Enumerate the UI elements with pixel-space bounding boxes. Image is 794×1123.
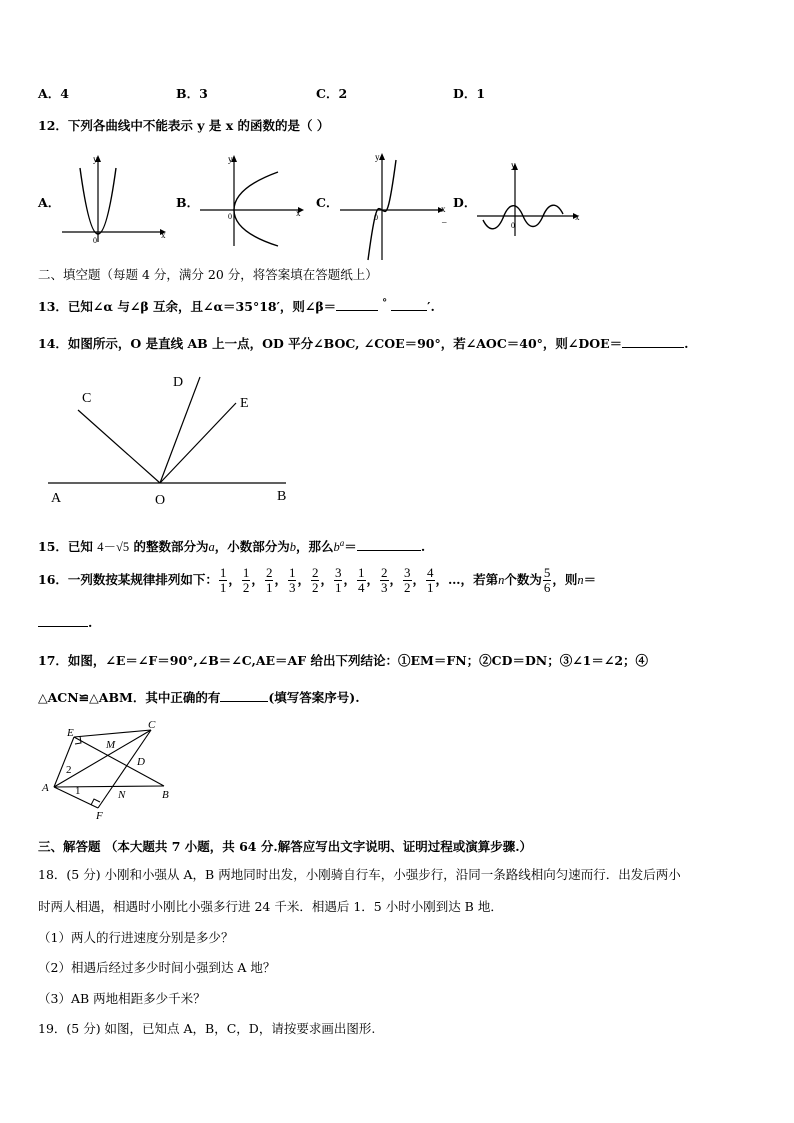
q16-fraction-den: 1: [219, 580, 227, 595]
q13-text2: °: [382, 297, 388, 309]
q17-figure: [38, 718, 188, 822]
q16-sequence: [218, 565, 436, 595]
q12-d-axis-y: y: [511, 160, 516, 170]
q17-line2a: △ACN≌△ABM．其中正确的有: [38, 690, 221, 705]
q16-fraction-num: 3: [334, 565, 342, 580]
q16: [38, 566, 596, 595]
q16-text1: 若第: [473, 572, 499, 587]
q16-fraction-den: 4: [358, 580, 365, 595]
label-m: M: [106, 739, 116, 751]
q14: [38, 334, 689, 352]
q15-a: a: [208, 540, 215, 554]
q16-fraction-num: 2: [265, 565, 273, 580]
label-c: C: [148, 719, 156, 731]
label-d: D: [137, 756, 145, 768]
q14-end: .: [684, 336, 689, 351]
q16-text2: 个数为: [504, 572, 542, 587]
q16-fraction-den: 2: [404, 580, 411, 595]
q16-separator: ，: [228, 572, 241, 587]
q16-separator: ，: [251, 572, 264, 587]
q12-d-axis-x: x: [575, 212, 580, 222]
q16-text3: ，则: [552, 572, 578, 587]
q13-text3: ′.: [427, 299, 435, 314]
q14-text: 14．如图所示，O 是直线 AB 上一点，OD 平分∠BOC, ∠COE＝90°，若∠AOC＝40°，则∠DOE＝: [38, 336, 623, 351]
q16-fraction-num: 2: [381, 565, 388, 580]
q16-fraction-num: 1: [219, 565, 227, 580]
q16-fraction: [426, 566, 435, 595]
q16-fraction-den: 1: [427, 580, 434, 595]
label-f: F: [96, 810, 103, 822]
q16-blank: [38, 614, 88, 627]
q16-fraction-den: 1: [265, 580, 273, 595]
q12-c-dash: –: [442, 217, 447, 227]
q15-text4: ＝: [344, 539, 357, 554]
label-c: C: [82, 391, 92, 406]
q16-text4: ＝: [583, 572, 597, 587]
q12-graph-b: [198, 150, 308, 250]
label-angle-2: 2: [66, 764, 72, 776]
q16-fraction: [357, 566, 366, 595]
q15-text2: ，小数部分为: [214, 539, 290, 554]
q16-fraction-num: 3: [404, 565, 411, 580]
q15-expr: 4－√5: [97, 540, 130, 554]
q12-label-c: C．: [316, 195, 339, 210]
label-angle-1: 1: [75, 785, 81, 797]
q18-sub3: （3）AB 两地相距多少千米？: [38, 991, 206, 1006]
q12-graph-d: [475, 158, 585, 238]
q12-c-origin: 0: [374, 213, 378, 222]
section2-heading: 二、填空题（每题 4 分，满分 20 分，将答案填在答题纸上）: [38, 267, 378, 282]
q16-n: n: [498, 573, 505, 587]
q17-blank: [220, 689, 268, 702]
q16-fraction: [242, 566, 251, 595]
q12-b-axis-y: y: [228, 154, 233, 164]
q12-label-b: B．: [176, 195, 200, 210]
label-n: N: [118, 789, 126, 801]
q13: [38, 297, 435, 315]
q15-text3: ，那么: [296, 539, 334, 554]
q16-fraction-den: 2: [311, 580, 319, 595]
label-e: E: [67, 727, 74, 739]
q11-option-d: D．1: [453, 86, 486, 101]
q16-target-num: 5: [543, 565, 551, 580]
q16-fraction-num: 4: [427, 565, 434, 580]
q11-option-b: B．3: [176, 86, 208, 101]
q11-option-c: C．2: [316, 86, 348, 101]
q12-a-axis-y: y: [93, 154, 98, 164]
q15-num: 15．已知: [38, 539, 93, 554]
q17-line1: 17．如图，∠E＝∠F＝90°,∠B＝∠C,AE＝AF 给出下列结论：①EM＝FN；②CD＝DN；③∠1＝∠2；④: [38, 653, 649, 668]
label-a: A: [42, 782, 49, 794]
q15-text1: 的整数部分为: [133, 539, 209, 554]
q15-power-base: b: [333, 540, 340, 554]
q12-b-axis-x: x: [296, 208, 301, 218]
q12-stem: 12．下列各曲线中不能表示 y 是 x 的函数的是（ ）: [38, 118, 330, 133]
q16-fraction-den: 2: [242, 580, 250, 595]
q16-fraction-num: 1: [288, 565, 296, 580]
q15-b: b: [289, 540, 297, 554]
q16-fraction-den: 3: [288, 580, 296, 595]
q18-line2: 时两人相遇，相遇时小刚比小强多行进 24 千米．相遇后 1．5 小时小刚到达 B 地．: [38, 899, 503, 914]
label-b: B: [162, 789, 169, 801]
q13-blank2: [391, 298, 427, 311]
q12-c-axis-x: x: [441, 204, 446, 214]
q18-sub1: （1）两人的行进速度分别是多少？: [38, 930, 234, 945]
q16-target-fraction: [543, 566, 552, 595]
label-o: O: [155, 493, 166, 508]
q12-a-axis-x: x: [161, 230, 166, 240]
q16-separator: ，: [297, 572, 310, 587]
label-d: D: [173, 375, 184, 390]
q12-label-d: D．: [453, 195, 477, 210]
q12-b-origin: 0: [228, 212, 232, 221]
q17-line2b: (填写答案序号).: [268, 690, 360, 705]
q16-prefix: 16．一列数按某规律排列如下：: [38, 572, 218, 587]
q16-answer-line: [38, 614, 92, 630]
q16-fraction: [288, 566, 297, 595]
ray-od: [160, 377, 200, 483]
q11-option-a: A．4: [38, 86, 69, 101]
q16-fraction: [334, 566, 343, 595]
q13-text1: 13．已知∠α 与∠β 互余，且∠α＝35°18′，则∠β＝: [38, 299, 337, 314]
q12-d-origin: 0: [511, 221, 515, 230]
q15-power-exp: a: [339, 537, 345, 548]
q16-target-den: 6: [543, 580, 551, 595]
q16-end: .: [88, 615, 93, 630]
q16-separator: ，: [366, 572, 380, 587]
q12-label-a: A．: [38, 195, 61, 210]
q16-separator: ，: [343, 572, 356, 587]
q13-blank1: [336, 298, 378, 311]
q16-fraction-num: 2: [311, 565, 319, 580]
label-a: A: [51, 491, 62, 506]
q16-fraction-num: 1: [358, 565, 365, 580]
ray-oc: [78, 410, 160, 483]
q14-blank: [622, 335, 684, 348]
q16-separator: ，: [320, 572, 333, 587]
q12-a-origin: 0: [93, 236, 97, 245]
q16-ellipsis: ，…，: [435, 572, 474, 587]
q16-separator: ，: [389, 572, 403, 587]
q14-figure: [44, 370, 304, 510]
q12-graph-c: [338, 150, 453, 265]
q15-blank: [357, 538, 421, 551]
q18-sub2: （2）相遇后经过多少时间小强到达 A 地？: [38, 960, 276, 975]
label-e: E: [240, 396, 249, 411]
q16-separator: ，: [274, 572, 287, 587]
section3-heading: 三、解答题 （本大题共 7 小题，共 64 分.解答应写出文字说明、证明过程或演算步骤.）: [38, 839, 533, 854]
q16-fraction: [265, 566, 274, 595]
q16-fraction: [380, 566, 389, 595]
q15: [38, 537, 425, 555]
q17-line2: [38, 688, 360, 706]
q16-separator: ，: [412, 572, 426, 587]
q16-fraction-num: 1: [242, 565, 250, 580]
ray-oe: [160, 403, 236, 483]
q16-n2: n: [577, 573, 584, 587]
q15-end: .: [420, 539, 426, 554]
q16-fraction: [403, 566, 412, 595]
q19: 19．(5 分) 如图，已知点 A，B，C，D，请按要求画出图形.: [38, 1021, 376, 1036]
q18-line1: 18．(5 分) 小刚和小强从 A，B 两地同时出发，小刚骑自行车，小强步行，沿同一条路线相向匀速而行．出发后两小: [38, 867, 681, 882]
q16-fraction-den: 1: [334, 580, 342, 595]
label-b: B: [277, 489, 287, 504]
q12-graph-a: [60, 150, 170, 245]
q12-c-axis-y: y: [375, 152, 380, 162]
q16-fraction-den: 3: [381, 580, 388, 595]
q16-fraction: [311, 566, 320, 595]
q16-fraction: [219, 566, 228, 595]
